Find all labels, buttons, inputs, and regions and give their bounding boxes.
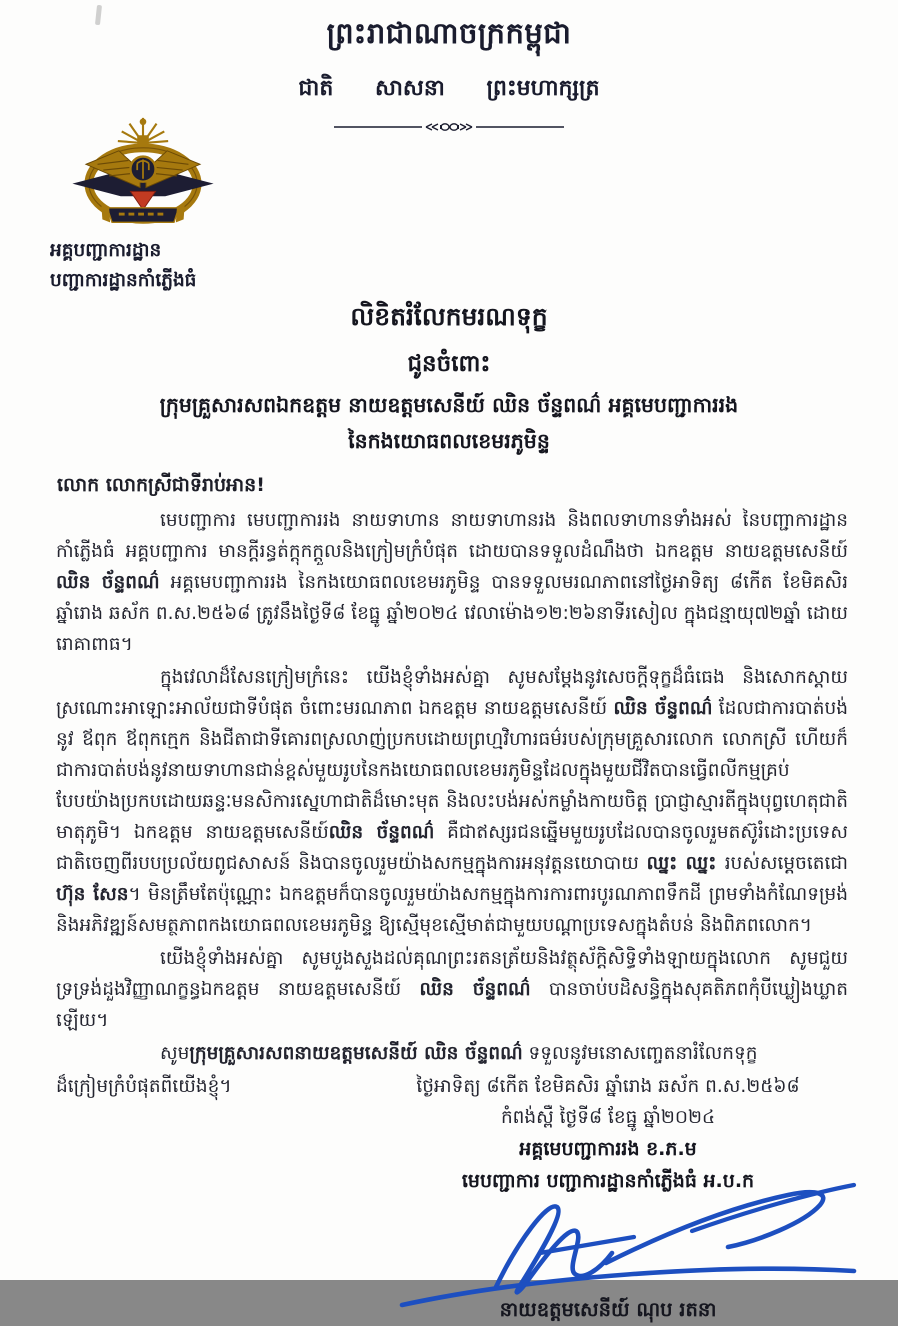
org-line-general-headquarters: អគ្គបញ្ជាការដ្ឋាន (50, 240, 162, 261)
document-title: លិខិតរំលែកមរណទុក្ខ (350, 302, 548, 331)
org-line-artillery-command: បញ្ជាការដ្ឋានកាំភ្លើងធំ (50, 270, 197, 291)
signer-title-artillery-commander: មេបញ្ជាការ បញ្ជាការដ្ឋានកាំភ្លើងធំ អ.ប.ក (461, 1170, 755, 1192)
letterhead (50, 114, 300, 296)
title-block (0, 302, 898, 459)
body-paragraph-1: មេបញ្ជាការ មេបញ្ជាការរង នាយទាហាន នាយទាហានរង និងពលទាហានទាំងអស់ នៃបញ្ជាការដ្ឋានកាំភ្លើងធំ អគ្គបញ្ជាការ មានក្តីរន្ធត់ក្តុកក្តួលនិងក្រៀមក្រំបំផុត ដោយបានទទួលដំណឹងថា ឯកឧត្តម នាយឧត្តមសេនីយ៍ ឈិន ច័ន្ទពណ៌ អគ្គមេបញ្ជាការរង នៃកងយោធពលខេមរភូមិន្ទ បានទទួលមរណភាពនៅថ្ងៃអាទិត្យ ៨កើត ខែមិគសិរ ឆ្នាំរោង ឆស័ក ព.ស.២៥៦៨ ត្រូវនឹងថ្ងៃទី៨ ខែធ្នូ ឆ្នាំ២០២៤ វេលាម៉ោង១២:២៦នាទីរសៀល ក្នុងជន្មាយុ៧២ឆ្នាំ ដោយរោគាពាធ។ (56, 510, 848, 655)
addressee-line1: ក្រុមគ្រួសារសពឯកឧត្តម នាយឧត្តមសេនីយ៍ ឈិន ច័ន្ទពណ៌ អគ្គមេបញ្ជាការរង (159, 393, 739, 417)
body-paragraph-2: ក្នុងវេលាដ៏សែនក្រៀមក្រំនេះ យើងខ្ញុំទាំងអស់គ្នា សូមសម្តែងនូវសេចក្តីទុក្ខដ៏ធំធេង និងសោកស្តាយស្រណោះអាឡោះអាល័យជាទីបំផុត ចំពោះមរណភាព ឯកឧត្តម នាយឧត្តមសេនីយ៍ ឈិន ច័ន្ទពណ៌ ដែលជាការបាត់បង់នូវ ឪពុក ឪពុកក្មេក និងជីតាជាទីគោរពស្រលាញ់ប្រកបដោយព្រហ្មវិហារធម៌របស់ក្រុមគ្រួសារលោក លោកស្រី ហើយក៏ជាការបាត់បង់នូវនាយទាហានជាន់ខ្ពស់មួយរូបនៃកងយោធពលខេមរភូមិន្ទដែលក្នុងមួយជីវិតបានធ្វើពលីកម្មគ្រប់បែបយ៉ាងប្រកបដោយឆន្ទៈមនសិការស្នេហាជាតិដ៏មោះមុត និងលះបង់អស់កម្លាំងកាយចិត្ត ប្រាជ្ញាស្មារតីក្នុងបុព្វហេតុជាតិ មាតុភូមិ។ ឯកឧត្តម នាយឧត្តមសេនីយ៍ឈិន ច័ន្ទពណ៌ គឺជាឥស្សរជនឆ្នើមមួយរូបដែលបានចូលរួមតស៊ូរំដោះប្រទេសជាតិចេញពីរបបប្រល័យពូជសាសន៍ និងបានចូលរួមយ៉ាងសកម្មក្នុងការអនុវត្តនយោបាយ ឈ្នះ ឈ្នះ របស់សម្តេចតេជោ ហ៊ុន សែន។ មិនត្រឹមតែប៉ុណ្ណោះ ឯកឧត្តមក៏បានចូលរួមយ៉ាងសកម្មក្នុងការការពារបូរណភាពទឹកដី ព្រមទាំងកំណែទម្រង់និងអភិវឌ្ឍន៍សមត្ថភាពកងយោធពលខេមរភូមិន្ទ ឱ្យស្មើមុខស្មើមាត់ជាមួយបណ្តាប្រទេសក្នុងតំបន់ និងពិភពលោក។ (56, 667, 848, 936)
closing-and-signature-row (56, 1071, 848, 1326)
signer-name: នាយឧត្តមសេនីយ៍ ណុប រតនា (499, 1298, 717, 1321)
to-label: ជូនចំពោះ (407, 351, 491, 377)
letter-body (56, 505, 848, 1069)
signature-ink-icon (392, 1183, 862, 1308)
lunar-date-line: ថ្ងៃអាទិត្យ ៨កើត ខែមិគសិរ ឆ្នាំរោង ឆស័ក ព.ស.២៥៦៨ (416, 1076, 800, 1097)
addressee-line2: នៃកងយោធពលខេមរភូមិន្ទ (348, 429, 550, 453)
handwritten-signature-area (368, 1183, 848, 1301)
kingdom-title: ព្រះរាជាណាចក្រកម្ពុជា (326, 16, 572, 50)
closing-paragraph-tail: ដ៏ក្រៀមក្រំបំផុតពីយើងខ្ញុំ។ (56, 1076, 232, 1097)
body-paragraph-3: យើងខ្ញុំទាំងអស់គ្នា សូមបួងសួងដល់គុណព្រះរតនត្រ័យនិងវត្ថុស័ក្តិសិទ្ធិទាំងឡាយក្នុងលោក សូមជួយទ្រទ្រង់ដួងវិញ្ញាណក្ខន្ធឯកឧត្តម នាយឧត្តមសេនីយ៍ ឈិន ច័ន្ទពណ៌ បានចាប់បដិសន្ធិក្នុងសុគតិភពកុំបីឃ្លៀងឃ្លាតឡើយ។ (56, 948, 848, 1031)
signature-block (368, 1071, 848, 1326)
national-motto: ជាតិ សាសនា ព្រះមហាក្សត្រ (298, 76, 600, 101)
salutation: លោក លោកស្រីជាទីរាប់អាន! (57, 474, 265, 496)
rcaf-artillery-emblem-icon (68, 114, 218, 232)
signer-title-deputy-commander: អគ្គមេបញ្ជាការរង ខ.ភ.ម (519, 1138, 697, 1160)
closing-paragraph-line1: សូមក្រុមគ្រួសារសពនាយឧត្តមសេនីយ៍ ឈិន ច័ន្ទពណ៌ ទទួលនូវមនោសញ្ចេតនារំលែកទុក្ខ (160, 1043, 758, 1064)
place-date-line: កំពង់ស្ពឺ ថ្ងៃទី៨ ខែធ្នូ ឆ្នាំ២០២៤ (500, 1107, 716, 1128)
ornamental-divider (334, 120, 564, 134)
